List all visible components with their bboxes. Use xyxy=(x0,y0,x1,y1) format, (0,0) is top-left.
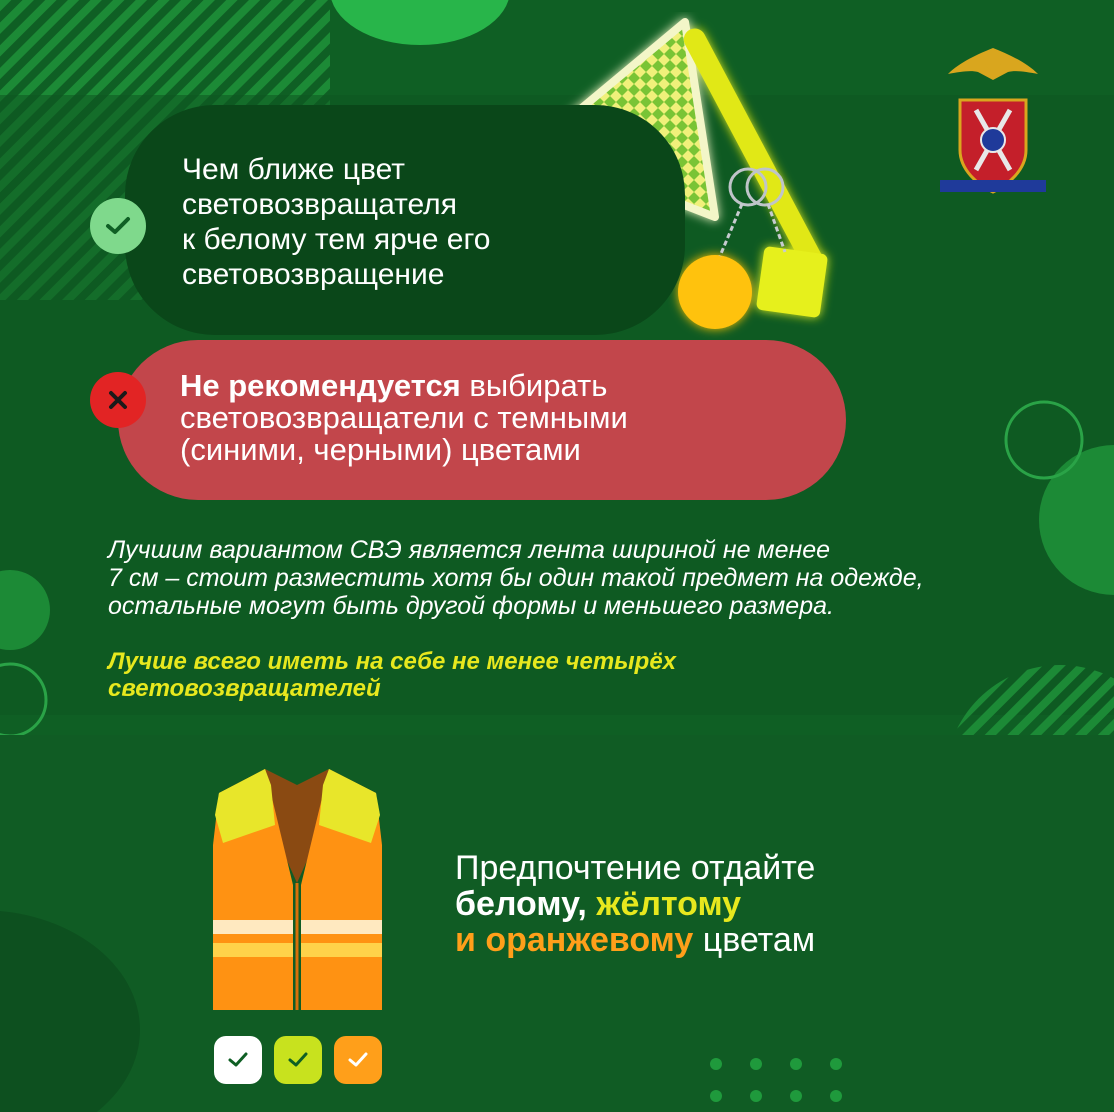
word-colors: цветам xyxy=(702,921,816,959)
card-bad-line: (синими, черными) цветами xyxy=(180,432,581,467)
swatch-white xyxy=(214,1036,262,1084)
check-icon xyxy=(90,198,146,254)
word-and: и xyxy=(455,921,476,959)
card-bad-text xyxy=(180,370,820,466)
word-yellow: жёлтому xyxy=(596,885,742,923)
word-white: белому, xyxy=(455,885,587,923)
safety-vest-icon xyxy=(205,765,390,1020)
swatch-orange xyxy=(334,1036,382,1084)
card-good-text xyxy=(182,152,642,292)
card-good-line: световозвращателя xyxy=(182,188,457,221)
close-icon xyxy=(90,372,146,428)
warning-rest: выбирать xyxy=(469,368,608,403)
card-good-line: Чем ближе цвет xyxy=(182,153,406,186)
info-line: 7 см – стоит разместить хотя бы один такой предмет на одежде, xyxy=(108,564,924,592)
highlight-line: световозвращателей xyxy=(108,675,381,702)
police-emblem-icon xyxy=(938,40,1048,200)
card-bad-line: световозвращатели с темными xyxy=(180,400,628,435)
preference-text xyxy=(455,850,1015,958)
warning-bold: Не рекомендуется xyxy=(180,368,461,403)
highlight-paragraph xyxy=(108,648,908,702)
info-paragraph xyxy=(108,536,1058,620)
info-line: остальные могут быть другой формы и меньшего размера. xyxy=(108,592,834,620)
card-good-line: световозвращение xyxy=(182,258,445,291)
word-orange: оранжевому xyxy=(485,921,694,959)
preference-line1: Предпочтение отдайте xyxy=(455,849,816,887)
info-line: Лучшим вариантом СВЭ является лента шириной не менее xyxy=(108,536,831,564)
card-good-line: к белому тем ярче его xyxy=(182,223,491,256)
highlight-line: Лучше всего иметь на себе не менее четырёх xyxy=(108,648,677,675)
swatch-yellow xyxy=(274,1036,322,1084)
